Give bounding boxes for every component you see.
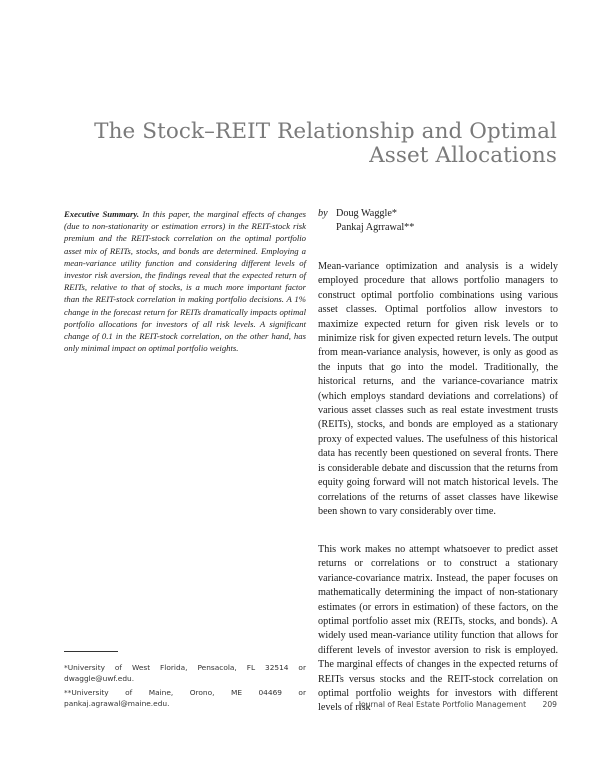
article-title-line-2: Asset Allocations xyxy=(369,143,557,168)
executive-summary-label: Executive Summary. xyxy=(64,209,140,219)
author-2: Pankaj Agrrawal** xyxy=(336,221,415,233)
executive-summary-text: In this paper, the marginal effects of changes (due to non-stationarity or estimation errors) in the REIT-stock risk premium and the REIT-stock correlation on the optimal portfolio asset mix of REITs, stocks, and bonds are determined. Employing a mean-variance utility function and considering different levels of investor risk aversion, the findings reveal that the expected return of REITs, relative to that of stocks, is a much more important factor than the REIT-stock correlation in making portfolio decisions. A 1% change in the forecast return for REITs dramatically impacts optimal portfolio allocations for investors of all risk levels. A significant change of 0.1 in the REIT-stock correlation, on the other hand, has only minimal impact on optimal portfolio weights. xyxy=(64,209,306,354)
page-footer xyxy=(359,700,557,709)
journal-name: Journal of Real Estate Portfolio Management xyxy=(358,700,527,709)
footnotes xyxy=(64,662,306,712)
executive-summary xyxy=(64,208,306,354)
footnote-1: *University of West Florida, Pensacola, FL 32514 or dwaggle@uwf.edu. xyxy=(64,663,306,684)
article-title xyxy=(77,120,557,168)
by-label: by xyxy=(318,208,328,219)
body-paragraph-1: Mean-variance optimization and analysis is a widely employed procedure that allows portfolio managers to construct optimal portfolio combinations using various asset classes. Optimal portfolios allow investors to maximize expected return for given risk levels or to minimize risk for given expected return levels. The output from mean-variance analysis, however, is only as good as the inputs that go into the model. Traditionally, the historical returns, and the variance-covariance matrix (which employs standard deviations and correlations) of various asset classes such as real estate investment trusts (REITs), stocks, and bonds are employed as a stationary proxy of expected values. The usefulness of this historical data has recently been questioned on several fronts. There is considerable debate and discussion that the returns from equity going forward will not match historical levels. The correlations of the returns of asset classes have likewise been shown to vary considerably over time. xyxy=(318,261,558,517)
author-block xyxy=(318,207,558,234)
author-1: Doug Waggle* xyxy=(336,208,397,219)
article-title-line-1: The Stock–REIT Relationship and Optimal xyxy=(94,119,557,144)
page-number: 209 xyxy=(542,700,557,709)
footnote-divider xyxy=(64,651,118,652)
body-paragraph-2: This work makes no attempt whatsoever to predict asset returns or correlations or to construct a stationary variance-covariance matrix. Instead, the paper focuses on mathematically determining the impact of non-stationary estimates (or errors in estimation) of these factors, on the optimal portfolio asset mix (REITs, stocks, and bonds). A widely used mean-variance utility function that allows for different levels of investor aversion to risk is employed. The marginal effects of changes in the expected returns of REITs versus stocks and the REIT-stock correlation on optimal portfolio weights for investors with different levels of risk xyxy=(318,544,558,714)
footnote-2: **University of Maine, Orono, ME 04469 or pankaj.agrawal@maine.edu. xyxy=(64,687,306,709)
